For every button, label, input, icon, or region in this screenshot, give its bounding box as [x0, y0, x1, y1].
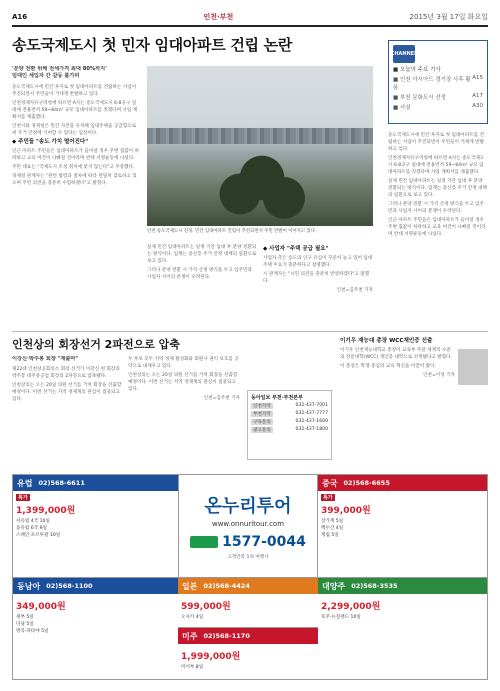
- info-row: 부천지역 032-437-7777: [253, 411, 328, 417]
- channel-box: [388, 40, 488, 124]
- paragraph: 인천상의는 오는 20일 의원 선거를 거쳐 회장을 선출할 예정이다. 이번 선거는 지역 경제계의 관심이 집중되고 있다.: [12, 383, 122, 402]
- page-number: A16: [12, 13, 28, 21]
- ad-header: 대양주 02)568-3535: [318, 578, 488, 594]
- ad-body: 2,299,000원 호주·뉴질랜드 10일: [318, 594, 488, 680]
- second-article-column-2: [128, 356, 240, 466]
- ad-body: 특가 1,399,000원 서유럽 4국 10일 동유럽 6국 9일 스페인·포르투갈 10일: [13, 491, 178, 577]
- paragraph: 인천경제자유구역청에 따르면 A사는 송도국제도시 6·8공구 일대에 전용면적 59~84m² 규모 임대아파트를 짓겠다며 사업 계획서를 제출했다.: [388, 156, 485, 175]
- main-article-mid-column: [147, 244, 257, 328]
- ad-japan[interactable]: [178, 577, 318, 627]
- profile-article: [340, 336, 488, 468]
- second-article-column-1: [12, 356, 122, 466]
- paragraph: 이기우 인천재능대학교 총장이 교육부 주관 세계적 수준의 전문대학(WCC) 재인증 대학으로 선정됐다고 밝혔다.: [340, 348, 453, 360]
- ad-price: 599,000원: [181, 602, 231, 612]
- subhead: ◆ 주민들 "송도 가치 떨어진다": [12, 139, 89, 145]
- paragraph: 인근 아파트 주민들은 임대아파트가 들어설 경우 주변 집값이 하락하고 교육 여건이 나빠질 것이라며 반대 서명운동에 나섰다.: [388, 218, 486, 237]
- paragraph: 시 관계자는 "시민 의견을 충분히 반영하겠다"고 말했다.: [263, 272, 370, 284]
- ad-price: 349,000원: [16, 602, 66, 612]
- paragraph: 실제 민간 임대아파트는 일정 기간 임대 후 분양 전환되는 방식이다. 업계는 중산층 주거 안정 대책의 일환으로 보고 있다.: [388, 179, 487, 198]
- channel-title: ■ 오늘의 주요 기사: [393, 67, 441, 73]
- paragraph: 실제 민간 임대아파트는 일정 기간 임대 후 분양 전환되는 방식이다. 업계는 중산층 주거 안정 대책의 일환으로 보고 있다.: [147, 245, 257, 264]
- header-rule: [12, 25, 488, 27]
- byline: 인천=김주천 기자: [203, 396, 240, 401]
- ad-price: 399,000원: [321, 506, 371, 516]
- ad-southeast-asia[interactable]: [13, 577, 178, 680]
- skyline-shape: [147, 128, 373, 144]
- onnuritour-logo-box[interactable]: [178, 475, 318, 577]
- paragraph: 송도국제도시에 민간 투자로 첫 임대아파트를 건립하는 사업이 추진되면서 주민들이 거세게 반발하고 있다.: [388, 133, 485, 152]
- paragraph: 주민 대표는 "국제도시 조성 취지에 맞지 않는다"고 주장했다.: [12, 165, 135, 170]
- info-row: 인천지역 032-437-7001: [253, 403, 328, 409]
- paragraph: 인천시와 경제청은 민간 자본을 유치해 임대주택을 공급함으로써 주거 안정에 기여할 수 있다는 입장이다.: [12, 124, 137, 136]
- article-photo: [147, 66, 373, 226]
- paragraph: 인천경제자유구역청에 따르면 A사는 송도국제도시 6·8공구 일대에 전용면적 59~84m² 규모 임대아파트를 짓겠다며 사업 계획서를 제출했다.: [12, 101, 138, 120]
- main-headline: 송도국제도시 첫 민자 임대아파트 건립 논란: [12, 36, 293, 54]
- second-headline: 인천상의 회장선거 2파전으로 압축: [12, 338, 180, 351]
- ad-header: 유럽 02)568-6611: [13, 475, 178, 491]
- paragraph: 사업자 측은 송도의 인구 유입이 꾸준히 늘고 있어 임대주택 수요가 충분하다고 설명했다.: [263, 256, 373, 268]
- phone-icon: [190, 536, 218, 548]
- ad-body: 1,999,000원 미서부 8일: [178, 644, 318, 680]
- lead-quote: '분양 전환 위해 전세가격 최대 80%까지': [12, 66, 107, 72]
- main-article-mid-column-2: [263, 244, 373, 328]
- info-row: 광고문의 032-437-1800: [253, 427, 328, 433]
- channel-row[interactable]: ■ 인천 아시아드 경기장 사후 활용 A15: [393, 75, 483, 91]
- ad-header: 중국 02)568-6655: [318, 475, 488, 491]
- ad-header: 동남아 02)568-1100: [13, 578, 178, 594]
- ad-body: 349,000원 세부 5일 다낭 5일 방콕·파타야 5일: [13, 594, 178, 680]
- ad-header: 일본 02)568-4424: [178, 578, 318, 594]
- lead-quote: 임대인 세입자 간 갈등 불가피: [12, 73, 80, 79]
- article-quote: 이강신·박주봉 회장 "재출마": [12, 356, 79, 362]
- ad-price: 1,399,000원: [16, 506, 76, 516]
- byline: 인천=김주천 기자: [336, 288, 373, 293]
- travel-ad-block: [12, 474, 488, 680]
- channel-row[interactable]: ■ 사설 A30: [393, 103, 483, 111]
- ad-oceania[interactable]: [318, 577, 488, 680]
- paragraph: 그러나 분양 전환 시 가격 산정 방식을 두고 입주민과 사업자 사이의 분쟁이 우려된다.: [388, 202, 484, 214]
- section-divider: [12, 331, 488, 332]
- ad-body: 특가 399,000원 장가계 5일 백두산 4일 계림 5일: [318, 491, 488, 577]
- photo-caption: 인천 송도국제도시 전경. 민간 임대아파트 건립이 추진되면서 주민 반발이 이어지고 있다.: [147, 229, 317, 234]
- subhead: ◆ 사업자 "주택 공급 필요": [263, 246, 329, 252]
- main-article-left-column: [12, 66, 140, 328]
- portrait-photo: [458, 349, 488, 385]
- channel-logo: CHANNEL: [393, 45, 415, 63]
- ad-china[interactable]: [318, 475, 488, 577]
- info-row: 구독문의 032-437-1600: [253, 419, 328, 425]
- issue-date: 2015년 3월 17일 화요일: [409, 13, 488, 21]
- page-header: [12, 10, 488, 24]
- section-label: 인천·부천: [203, 13, 234, 21]
- ad-price: 1,999,000원: [181, 652, 241, 662]
- profile-title: 이기우 재능대 총장 WCC재인증 선출: [340, 338, 433, 344]
- brand-subtitle: 고객만족 1위 여행사: [227, 555, 269, 560]
- byline: 인천=이성 기자: [423, 373, 455, 378]
- ad-price: 2,299,000원: [321, 602, 381, 612]
- ad-body: 599,000원 오사카 4일: [178, 594, 318, 627]
- paragraph: 경제청 관계자는 "관련 법령과 절차에 따라 면밀히 검토하고 있으며 주민 의견을 충분히 수렴하겠다"고 밝혔다.: [12, 174, 137, 186]
- ad-header: 미주 02)568-1170: [178, 628, 318, 644]
- brand-logo: 온누리투어: [204, 496, 292, 517]
- paragraph: 이 총장은 학생 중심의 교육 혁신을 이끌어 왔다.: [340, 364, 436, 369]
- info-title: 동아일보 부천·부천본부: [251, 395, 303, 401]
- paragraph: 제22대 인천상공회의소 회장 선거가 이강신 현 회장과 박주봉 대주중공업 회장의 2파전으로 압축됐다.: [12, 367, 120, 379]
- right-column: [388, 132, 488, 328]
- brand-phone: 1577-0044: [190, 534, 306, 550]
- channel-row[interactable]: ■ 부천 문화도시 선정 A17: [393, 93, 483, 101]
- contact-info-box: [247, 390, 332, 460]
- paragraph: 그러나 분양 전환 시 가격 산정 방식을 두고 입주민과 사업자 사이의 분쟁이 우려된다.: [147, 268, 252, 280]
- paragraph: 인천상의는 오는 20일 의원 선거를 거쳐 회장을 선출할 예정이다. 이번 선거는 지역 경제계의 관심이 집중되고 있다.: [128, 373, 238, 392]
- ad-america[interactable]: [178, 627, 318, 680]
- ad-europe[interactable]: [13, 475, 178, 577]
- paragraph: 두 후보 모두 지역 경제 활성화와 회원사 권익 보호를 공약으로 내세우고 있다.: [128, 357, 239, 369]
- paragraph: 송도국제도시에 민간 투자로 첫 임대아파트를 건립하는 사업이 추진되면서 주민들이 거세게 반발하고 있다.: [12, 85, 137, 97]
- pine-tree-shape: [207, 146, 317, 226]
- brand-url: www.onnuritour.com: [211, 520, 285, 528]
- paragraph: 인근 아파트 주민들은 임대아파트가 들어설 경우 주변 집값이 하락하고 교육 여건이 나빠질 것이라며 반대 서명운동에 나섰다.: [12, 149, 140, 161]
